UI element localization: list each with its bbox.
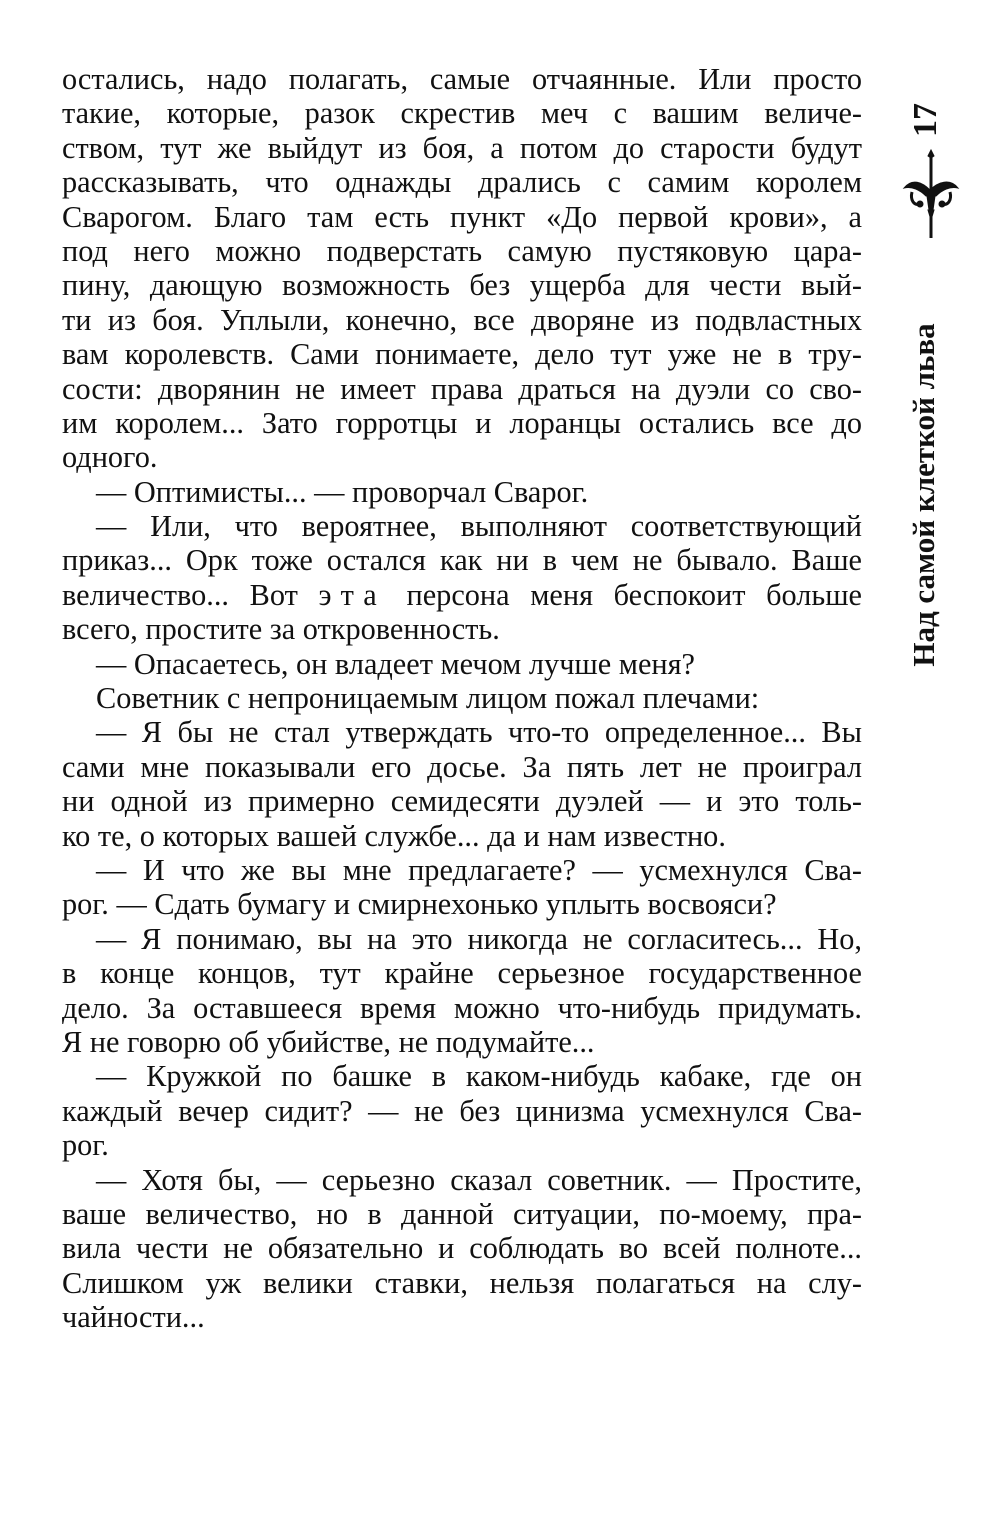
text-line: — Я понимаю, вы на это никогда не согласитесь... Но, bbox=[96, 921, 862, 956]
running-title: Над самой клеткой льва bbox=[906, 323, 941, 667]
text-line: — Опасаетесь, он владеет мечом лучше меня? bbox=[96, 646, 695, 681]
text-line: ни одной из примерно семидесяти дуэлей — и это толь- bbox=[62, 784, 862, 819]
text-line: ством, тут же выйдут из боя, а потом до старости будут bbox=[62, 130, 862, 165]
text-line: ваше величество, но в данной ситуации, по-моему, пра- bbox=[62, 1196, 862, 1231]
text-line: в конце концов, тут крайне серьезное государственное bbox=[62, 956, 862, 991]
text-line: Я не говорю об убийстве, не подумайте... bbox=[62, 1024, 595, 1059]
text-line: им королем... Зато горротцы и лоранцы остались все до bbox=[62, 405, 862, 440]
text-line: — Хотя бы, — серьезно сказал советник. — Простите, bbox=[96, 1162, 862, 1197]
text-line: дело. За оставшееся время можно что-нибудь придумать. bbox=[62, 990, 862, 1025]
text-line: Сварогом. Благо там есть пункт «До первой крови», а bbox=[62, 199, 862, 234]
text-line: каждый вечер сидит? — не без цинизма усмехнулся Сва- bbox=[62, 1093, 862, 1128]
page-number: 17 bbox=[907, 103, 944, 137]
text-line: — Или, что вероятнее, выполняют соответствующий bbox=[96, 509, 862, 544]
text-line: одного. bbox=[62, 440, 158, 475]
text-line: под него можно подверстать самую пустяковую цара- bbox=[62, 233, 862, 268]
text-line: рассказывать, что однажды дрались с самим королем bbox=[62, 165, 862, 200]
text-line: приказ... Орк тоже остался как ни в чем не бывало. Ваше bbox=[62, 543, 862, 578]
text-line: вам королевств. Сами понимаете, дело тут уже не в тру- bbox=[62, 337, 862, 372]
text-line: — Я бы не стал утверждать что-то определенное... Вы bbox=[96, 715, 862, 750]
text-line: сости: дворянин не имеет права драться на дуэли со сво- bbox=[62, 371, 862, 406]
body-text bbox=[62, 62, 862, 1334]
text-line: рог. bbox=[62, 1128, 109, 1163]
text-line: сами мне показывали его досье. За пять лет не проиграл bbox=[62, 749, 862, 784]
text-line-spaced bbox=[62, 578, 862, 612]
text-line: ти из боя. Уплыли, конечно, все дворяне из подвластных bbox=[62, 302, 862, 337]
text-line: пину, дающую возможность без ущерба для чести вый- bbox=[62, 268, 862, 303]
text-fragment: величество... Вот bbox=[62, 577, 298, 612]
text-fragment: персона меня беспокоит больше bbox=[406, 577, 862, 612]
text-line: Советник с непроницаемым лицом пожал плечами: bbox=[96, 681, 760, 716]
text-line: остались, надо полагать, самые отчаянные. Или просто bbox=[62, 62, 862, 96]
spaced-emphasis: эта bbox=[318, 577, 386, 612]
text-line: — И что же вы мне предлагаете? — усмехнулся Сва- bbox=[96, 852, 862, 887]
text-line: — Оптимисты... — проворчал Сварог. bbox=[96, 474, 589, 509]
text-line: — Кружкой по башке в каком-нибудь кабаке, где он bbox=[96, 1059, 862, 1094]
text-line: чайности... bbox=[62, 1300, 205, 1335]
text-line: Слишком уж велики ставки, нельзя полагаться на слу- bbox=[62, 1265, 862, 1300]
text-line: такие, которые, разок скрестив меч с вашим величе- bbox=[62, 96, 862, 131]
sword-ornament-icon bbox=[900, 148, 962, 240]
text-line: всего, простите за откровенность. bbox=[62, 612, 500, 647]
text-line: рог. — Сдать бумагу и смирнехонько уплыть восвояси? bbox=[62, 887, 777, 922]
text-line: вила чести не обязательно и соблюдать во всей полноте... bbox=[62, 1231, 862, 1266]
text-line: ко те, о которых вашей службе... да и нам известно. bbox=[62, 818, 726, 853]
